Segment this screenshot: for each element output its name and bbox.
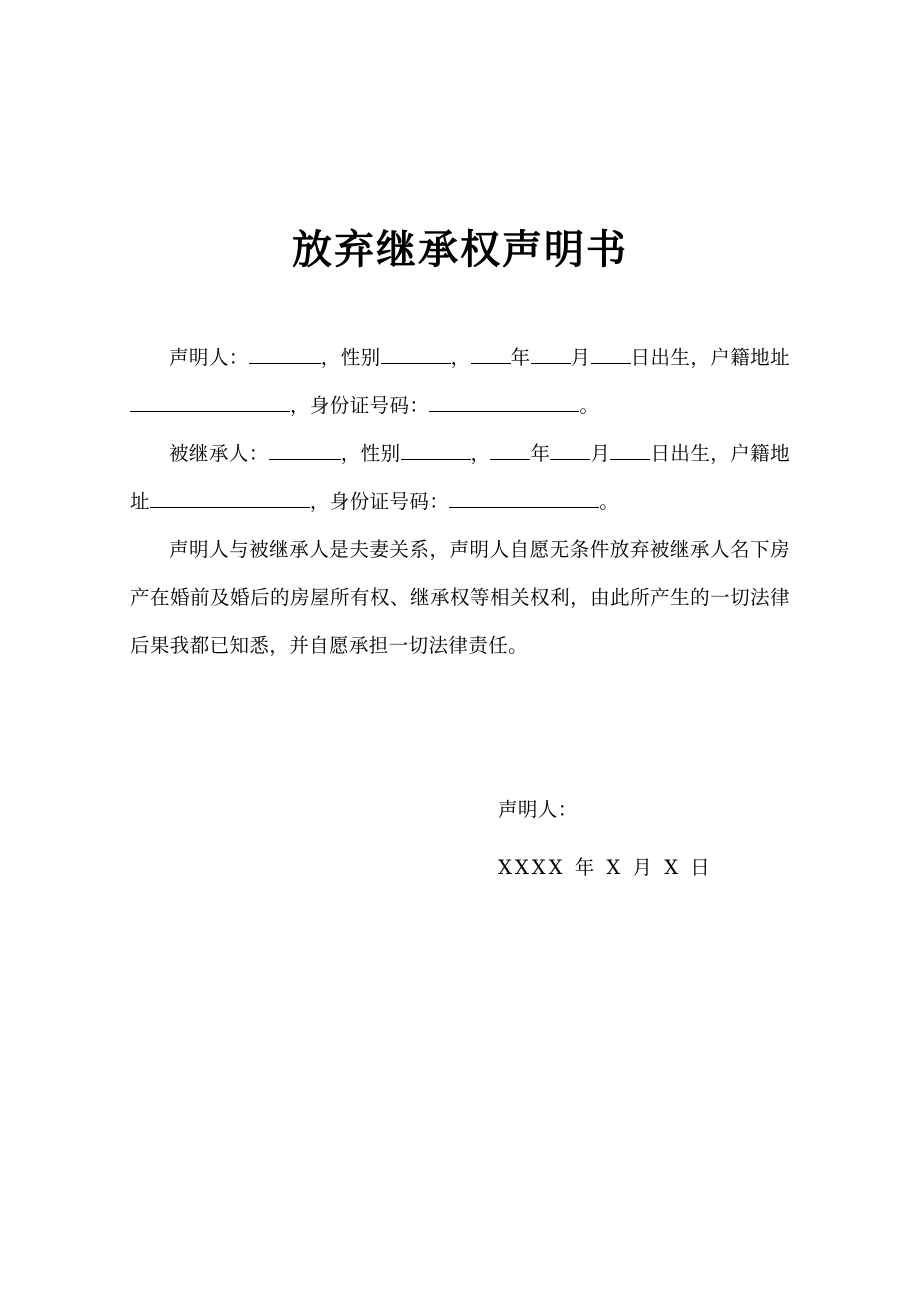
decedent-day-unit: 日出生， (650, 442, 731, 465)
decedent-birth-sep: ， (470, 442, 491, 465)
decedent-month-unit: 月 (590, 442, 611, 465)
decedent-period: 。 (599, 490, 620, 513)
decedent-birth-year-blank[interactable] (490, 459, 530, 460)
signer-label: 声明人： (498, 798, 578, 821)
declarant-paragraph (130, 334, 790, 430)
statement-paragraph: 声明人与被继承人是夫妻关系，声明人自愿无条件放弃被继承人名下房产在婚前及婚后的房屋所有权、继承权等相关权利，由此所产生的一切法律后果我都已知悉，并自愿承担一切法律责任。 (130, 538, 790, 657)
declarant-id-label: ，身份证号码： (290, 394, 430, 417)
decedent-id-blank[interactable] (449, 507, 599, 508)
declarant-birth-month-blank[interactable] (531, 363, 571, 364)
decedent-sex-label: ，性别 (340, 442, 401, 465)
declarant-sex-label: ，性别 (320, 346, 381, 369)
document-body (130, 272, 790, 670)
declarant-name-label: 声明人： (169, 346, 249, 369)
decedent-sex-blank[interactable] (401, 459, 471, 460)
declarant-id-blank[interactable] (429, 411, 579, 412)
declarant-month-unit: 月 (570, 346, 591, 369)
signature-date: XXXX 年 X 月 X 日 (498, 856, 713, 879)
signature-block (130, 670, 790, 892)
declarant-birth-sep: ， (450, 346, 471, 369)
decedent-address-blank[interactable] (150, 507, 310, 508)
declarant-year-unit: 年 (510, 346, 531, 369)
decedent-year-unit: 年 (530, 442, 551, 465)
declarant-birth-day-blank[interactable] (591, 363, 631, 364)
decedent-id-label: ，身份证号码： (309, 490, 450, 513)
decedent-address-label: 户籍地址 (130, 442, 790, 513)
declarant-sex-blank[interactable] (381, 363, 451, 364)
declarant-day-unit: 日出生， (630, 346, 711, 369)
declarant-address-label: 户籍地址 (710, 346, 790, 369)
declarant-birth-year-blank[interactable] (471, 363, 511, 364)
page-title: 放弃继承权声明书 (292, 227, 628, 273)
decedent-name-blank[interactable] (269, 459, 341, 460)
decedent-name-label: 被继承人： (169, 442, 269, 465)
decedent-paragraph (130, 430, 790, 526)
declarant-name-blank[interactable] (249, 363, 321, 364)
decedent-birth-month-blank[interactable] (550, 459, 590, 460)
declarant-address-blank[interactable] (130, 411, 290, 412)
declarant-period: 。 (579, 394, 600, 417)
decedent-birth-day-blank[interactable] (610, 459, 650, 460)
